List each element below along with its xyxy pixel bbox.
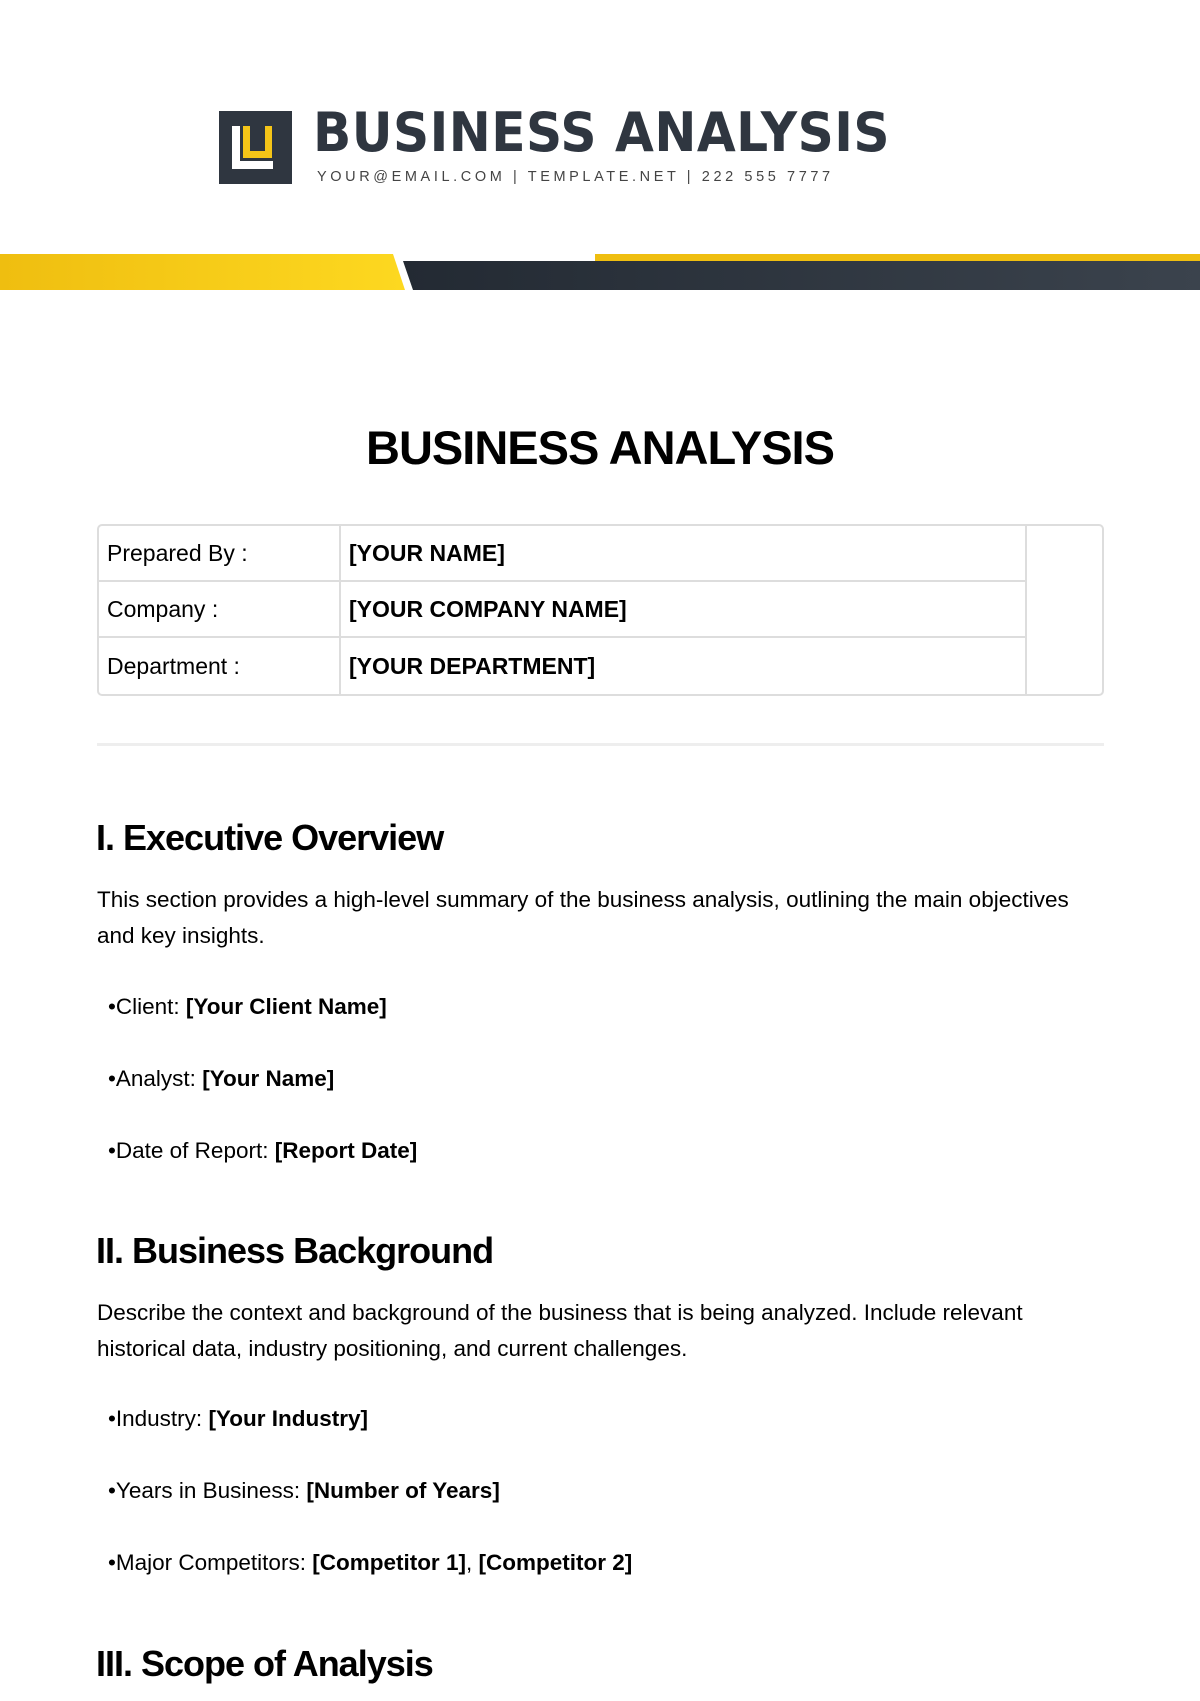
list-item: •Analyst: [Your Name] xyxy=(108,1066,335,1091)
item-value: [Your Name] xyxy=(202,1066,335,1091)
brand-title: BUSINESS ANALYSIS xyxy=(313,101,891,164)
list-item: •Date of Report: [Report Date] xyxy=(108,1138,418,1163)
item-value: [Number of Years] xyxy=(306,1478,500,1503)
logo-mark-icon xyxy=(219,111,292,184)
list-item: •Years in Business: [Number of Years] xyxy=(108,1478,500,1503)
logo xyxy=(219,111,292,184)
table-row xyxy=(99,582,1102,638)
item-value: [Competitor 2] xyxy=(478,1550,633,1575)
value-cell: [YOUR NAME] xyxy=(341,526,1027,582)
label-cell: Prepared By : xyxy=(99,526,341,582)
list-item: •Major Competitors: [Competitor 1], [Competitor 2] xyxy=(108,1550,633,1575)
label-cell: Company : xyxy=(99,582,341,638)
item-label: Years in Business: xyxy=(115,1478,307,1503)
divider xyxy=(97,743,1104,746)
item-value: [Your Client Name] xyxy=(185,994,387,1019)
section-paragraph: Describe the context and background of the business that is being analyzed. Include relevant historical data, industry positioning, and current challenges. xyxy=(97,1300,1023,1361)
list-item: •Industry: [Your Industry] xyxy=(108,1406,369,1431)
item-label: Analyst: xyxy=(115,1066,203,1091)
item-label: Date of Report: xyxy=(115,1138,275,1163)
item-value: [Report Date] xyxy=(274,1138,418,1163)
section-heading: I. Executive Overview xyxy=(96,817,444,858)
value-cell: [YOUR COMPANY NAME] xyxy=(341,582,1027,638)
empty-cell xyxy=(1027,526,1102,694)
value-cell: [YOUR DEPARTMENT] xyxy=(341,638,1027,694)
item-separator: , xyxy=(465,1550,479,1575)
section-heading: II. Business Background xyxy=(96,1230,494,1271)
table-row xyxy=(99,638,1102,694)
table-row xyxy=(99,526,1102,582)
item-label: Client: xyxy=(115,994,186,1019)
info-table xyxy=(97,524,1104,696)
item-value: [Competitor 1] xyxy=(312,1550,466,1575)
item-label: Industry: xyxy=(115,1406,209,1431)
item-label: Major Competitors: xyxy=(115,1550,313,1575)
brand-contact: YOUR@EMAIL.COM | TEMPLATE.NET | 222 555 7777 xyxy=(317,169,834,185)
header-banner xyxy=(0,250,1200,295)
label-cell: Department : xyxy=(99,638,341,694)
section-paragraph: This section provides a high-level summary of the business analysis, outlining the main objectives and key insights. xyxy=(97,887,1069,948)
section-heading: III. Scope of Analysis xyxy=(96,1643,433,1684)
item-value: [Your Industry] xyxy=(208,1406,369,1431)
document-title: BUSINESS ANALYSIS xyxy=(366,421,834,474)
list-item: •Client: [Your Client Name] xyxy=(108,994,387,1019)
